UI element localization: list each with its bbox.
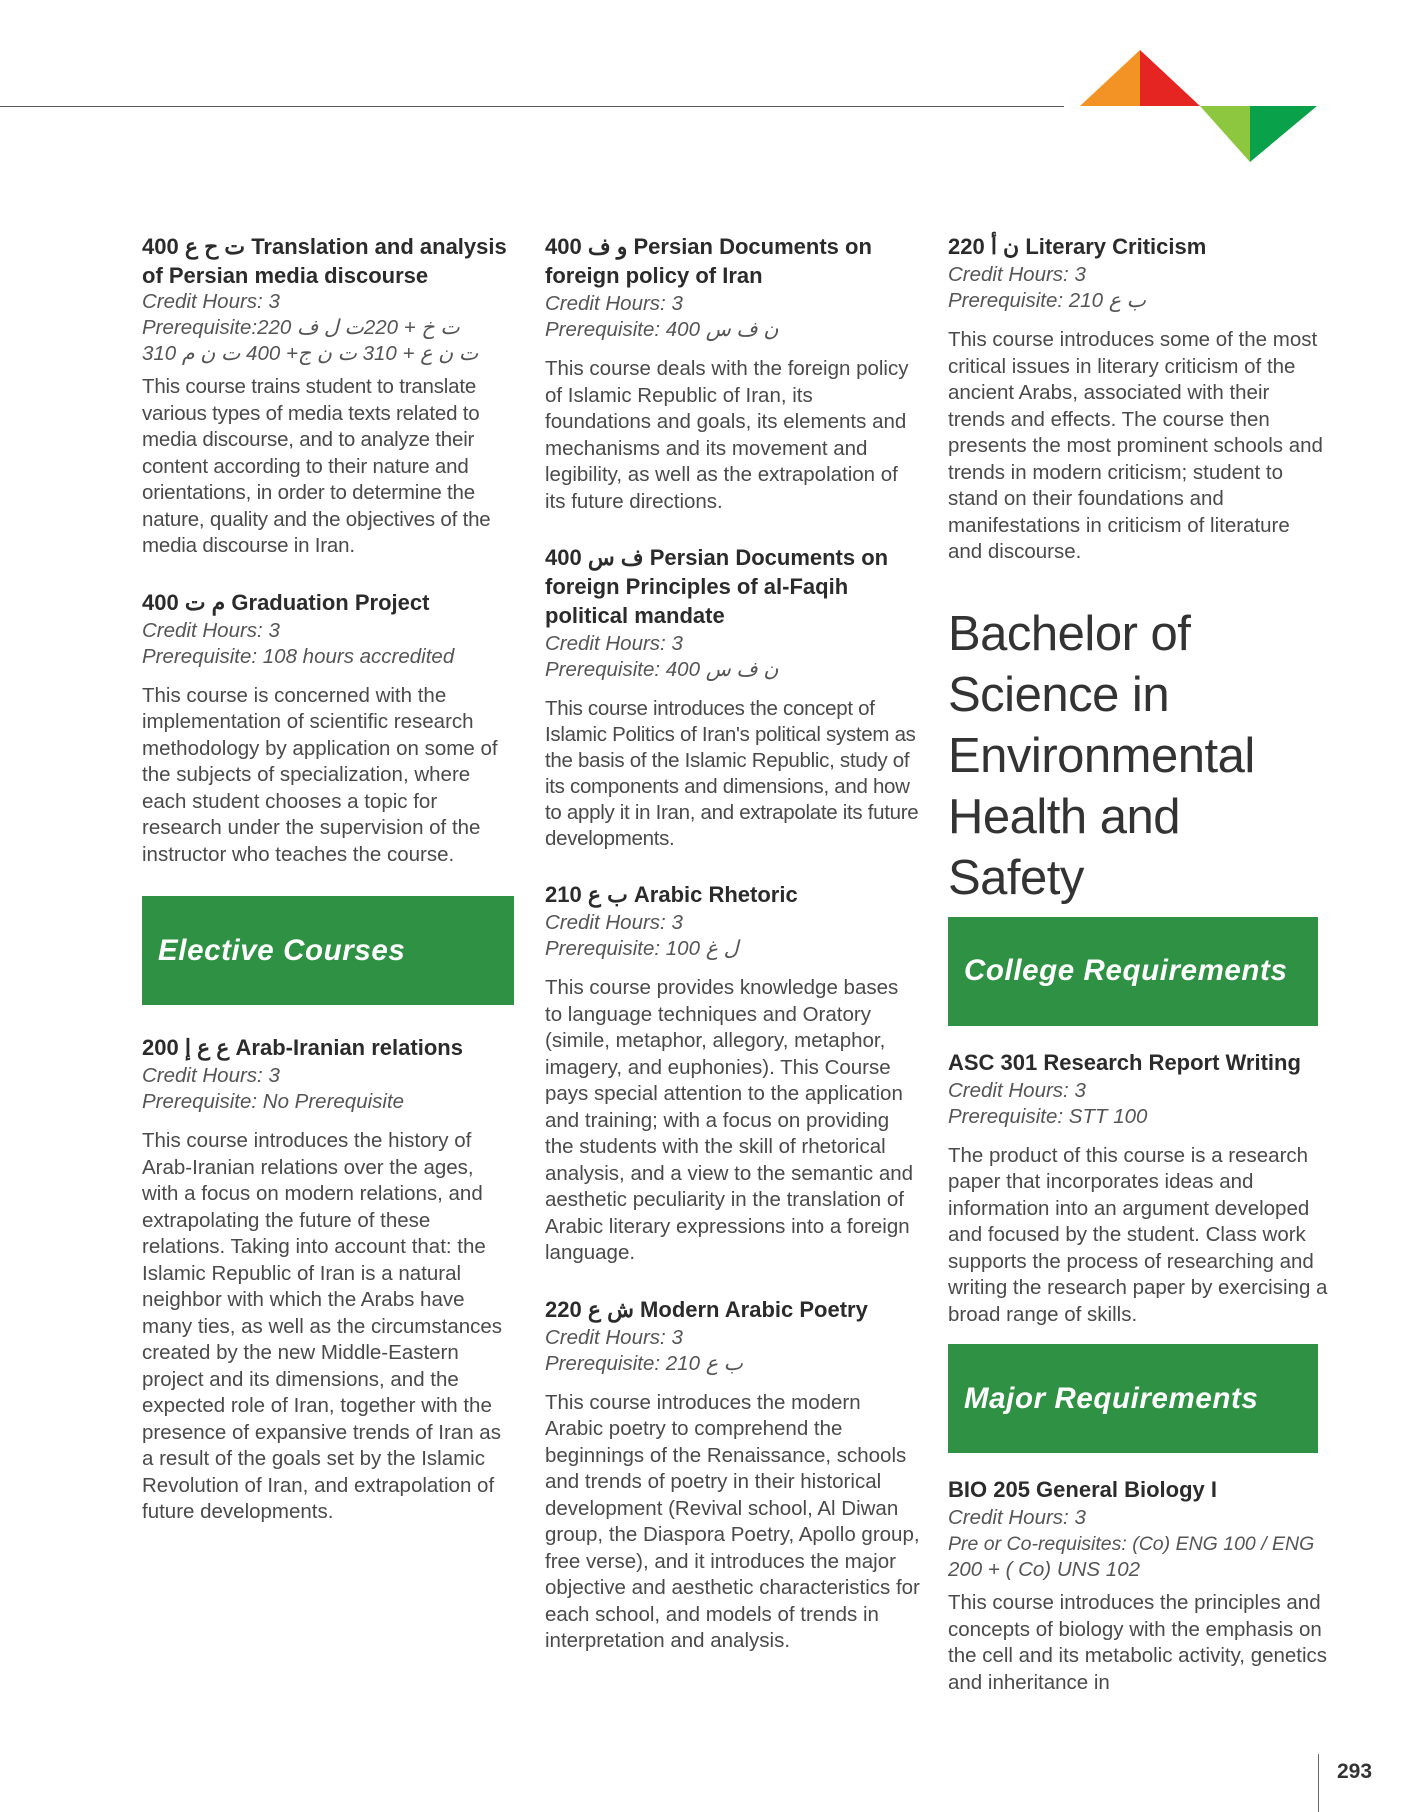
credit-hours: Credit Hours: 3 <box>142 1064 280 1087</box>
course-title: 400 ف س Persian Documents on foreign Principles of al-Faqih political mandate <box>545 545 889 628</box>
course-title: BIO 205 General Biology I <box>948 1477 1217 1502</box>
header-rule <box>0 106 1064 107</box>
column-3 <box>948 232 1328 1724</box>
course-graduation-project <box>142 588 514 869</box>
course-description: This course introduces the history of Arab-Iranian relations over the ages, with a focus on modern relations, and extrapolating the future of these relations. Taking into account that: the Islamic Republic of Iran is a natural neighbor with which the Arabs have many ties, as well as the circumstances created by the new Middle-Eastern project and its dimensions, and the expected role of Iran, together with the presence of expansive trends of Iran as a result of the goals set by the Islamic Revolution of Iran, and extrapolation of future developments. <box>142 1129 503 1523</box>
column-2 <box>545 232 920 1683</box>
credit-hours: Credit Hours: 3 <box>545 911 683 934</box>
prerequisite: Prerequisite: STT 100 <box>948 1104 1148 1128</box>
credit-hours: Credit Hours: 3 <box>142 290 280 313</box>
course-description: This course introduces the modern Arabic poetry to comprehend the beginnings of the Renaissance, schools and trends of poetry in their historical development (Revival school, Al Diwan group, the Diaspora Poetry, Apollo group, free verse), and it introduces the major objective and aesthetic characteristics for each school, and models of trends in interpretation and analysis. <box>545 1390 920 1652</box>
course-description: This course is concerned with the implementation of scientific research methodology by application on some of the subjects of specialization, where each student chooses a topic for research under the supervision of the instructor who teaches the course. <box>142 683 498 866</box>
course-persian-faqih <box>545 543 920 852</box>
degree-title: Bachelor of Science in Environmental Health and Safety <box>948 606 1255 905</box>
credit-hours: Credit Hours: 3 <box>948 263 1086 286</box>
course-title: 400 ت ح ع Translation and analysis of Persian media discourse <box>142 234 507 288</box>
credit-hours: Credit Hours: 3 <box>142 618 280 642</box>
credit-hours: Credit Hours: 3 <box>948 1078 1086 1102</box>
prerequisite: Prerequisite: 108 hours accredited <box>142 644 455 668</box>
course-asc-301 <box>948 1048 1328 1329</box>
course-title: 220 ش ع Modern Arabic Poetry <box>545 1296 868 1322</box>
prerequisite: Prerequisite: 400 ن ف س <box>545 658 779 681</box>
prerequisite: Pre or Co-requisites: (Co) ENG 100 / ENG <box>948 1533 1315 1555</box>
course-modern-arabic-poetry <box>545 1295 920 1655</box>
credit-hours: Credit Hours: 3 <box>545 632 683 655</box>
prerequisite: Prerequisite: 210 ب ع <box>545 1351 743 1375</box>
course-description: This course introduces some of the most critical issues in literary criticism of the ancient Arabs, associated with their trends and effects. The course then presents the most prominent schools and trends in modern criticism; student to stand on their foundations and manifestations in criticism of literature and discourse. <box>948 328 1323 563</box>
prerequisite-cont: 310 ت ن ع + 310 ت ن ج+ 400 ت ن م <box>142 342 479 365</box>
credit-hours: Credit Hours: 3 <box>545 292 683 315</box>
course-title: 400 م ت Graduation Project <box>142 589 430 615</box>
course-arabic-rhetoric <box>545 880 920 1267</box>
course-title: 400 و ف Persian Documents on foreign policy of Iran <box>545 234 872 288</box>
course-translation-analysis <box>142 232 514 560</box>
college-requirements-banner: College Requirements <box>948 917 1318 1026</box>
course-description: The product of this course is a research paper that incorporates ideas and information into an argument developed and focused by the student. Class work supports the process of researching and writing the research paper by exercising a broad range of skills. <box>948 1143 1328 1326</box>
prerequisite: Prerequisite: No Prerequisite <box>142 1090 405 1113</box>
course-title: ASC 301 Research Report Writing <box>948 1049 1301 1075</box>
major-requirements-banner: Major Requirements <box>948 1344 1318 1453</box>
course-description: This course trains student to translate various types of media texts related to media discourse, and to analyze their content according to their nature and orientations, in order to determine the nature, quality and the objectives of the media discourse in Iran. <box>142 375 491 557</box>
lightgreen-triangle-part <box>1200 106 1250 162</box>
column-1 <box>142 232 514 1554</box>
prerequisite: Prerequisite: 210 ب ع <box>948 289 1146 312</box>
course-description: This course introduces the principles and concepts of biology with the emphasis on the cell and its metabolic activity, genetics and inheritance in <box>948 1591 1328 1694</box>
course-description: This course provides knowledge bases to language techniques and Oratory (simile, metaphor, allegory, metaphor, imagery, and euphonies). This Course pays special attention to the application and training; with a focus on providing the students with the skill of rhetorical analysis, and a view to the semantic and aesthetic peculiarity in the translation of Arabic literary expressions into a foreign language. <box>545 976 914 1264</box>
prerequisite: Prerequisite: 100 ل غ <box>545 937 739 960</box>
course-persian-foreign-policy <box>545 232 920 515</box>
decorative-triangles-logo <box>1080 50 1320 162</box>
page-number-divider <box>1318 1754 1319 1812</box>
course-description: This course introduces the concept of Islamic Politics of Iran's political system as the basis of the Islamic Republic, study of its components and dimensions, and how to apply it in Iran, and extrapolate its future developments. <box>545 697 919 850</box>
course-bio-205 <box>948 1475 1328 1696</box>
red-triangle <box>1140 50 1200 106</box>
course-title: 200 ع ع إ Arab-Iranian relations <box>142 1035 463 1060</box>
orange-triangle <box>1080 50 1140 106</box>
credit-hours: Credit Hours: 3 <box>545 1325 683 1349</box>
course-literary-criticism <box>948 232 1328 566</box>
course-title: 210 ب ع Arabic Rhetoric <box>545 882 798 907</box>
credit-hours: Credit Hours: 3 <box>948 1506 1086 1529</box>
prerequisite: Prerequisite:220 ت خ + 220ت ل ف <box>142 316 460 339</box>
prerequisite-cont: 200 + ( Co) UNS 102 <box>948 1558 1140 1581</box>
course-arab-iranian-relations <box>142 1033 514 1526</box>
course-description: This course deals with the foreign policy of Islamic Republic of Iran, its foundations and goals, its elements and mechanisms and its movement and legibility, as well as the extrapolation of its future directions. <box>545 357 909 513</box>
page-number: 293 <box>1337 1760 1373 1783</box>
course-title: 220 ن أ Literary Criticism <box>948 234 1207 259</box>
prerequisite: Prerequisite: 400 ن ف س <box>545 318 779 341</box>
elective-courses-banner: Elective Courses <box>142 896 514 1005</box>
green-triangle <box>1250 106 1317 162</box>
